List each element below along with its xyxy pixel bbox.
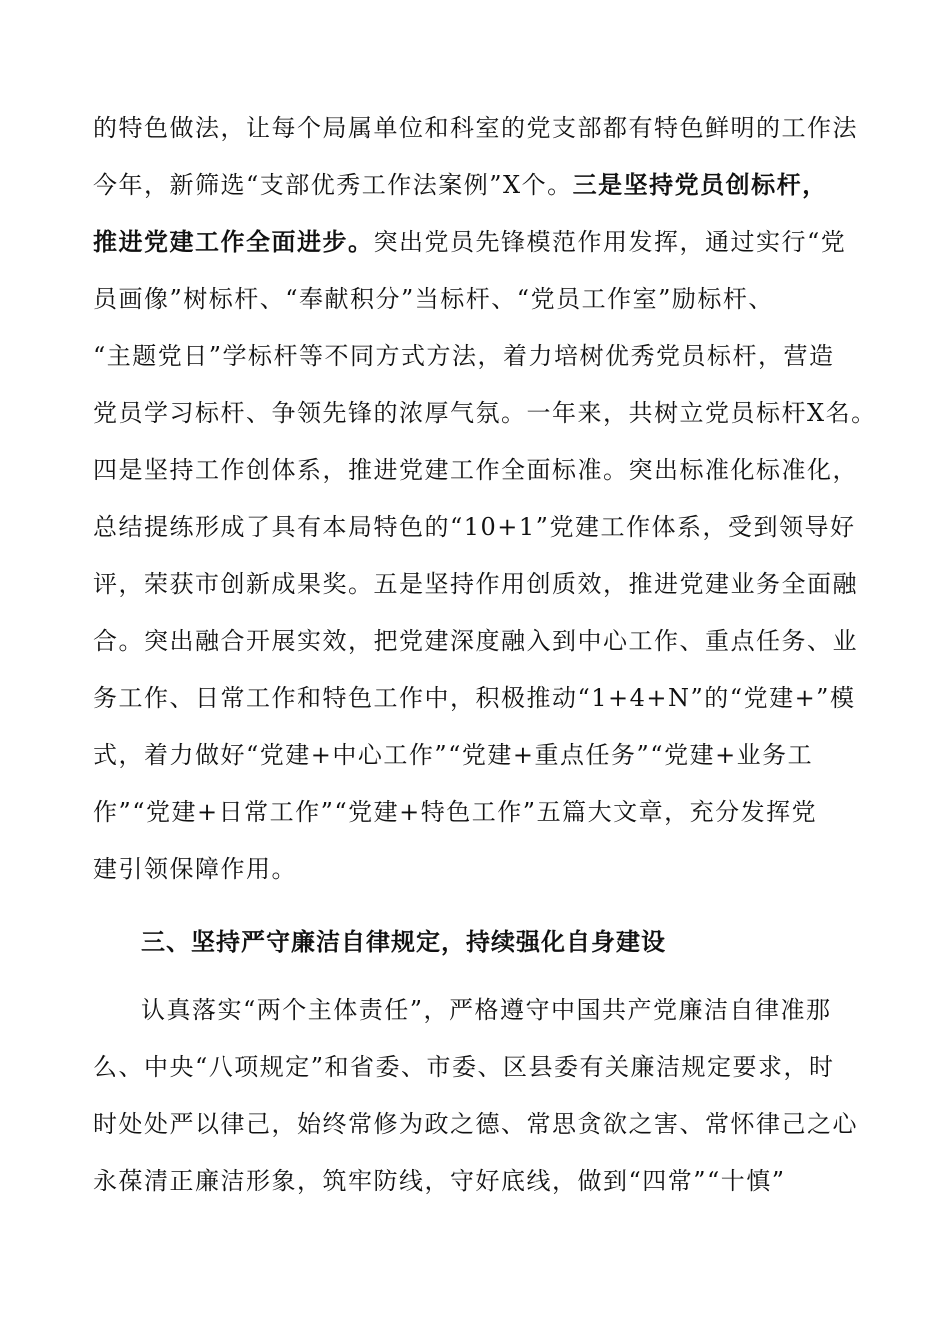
body-line: 党员学习标杆、争领先锋的浓厚气氛。一年来，共树立党员标杆X名。 xyxy=(93,399,877,427)
body-line: 总结提练形成了具有本局特色的“10+1”党建工作体系，受到领导好 xyxy=(93,513,856,541)
body-line: “主题党日”学标杆等不同方式方法，着力培树优秀党员标杆，营造 xyxy=(93,342,835,370)
bold-emphasis: 三是坚持党员创标杆， xyxy=(572,171,828,199)
section-heading: 三、坚持严守廉洁自律规定，持续强化自身建设 xyxy=(141,928,666,956)
body-line: 时处处严以律己，始终常修为政之德、常思贪欲之害、常怀律己之心 xyxy=(93,1110,858,1138)
body-line: 员画像”树标杆、“奉献积分”当标杆、“党员工作室”励标杆、 xyxy=(93,285,774,313)
body-line: 么、中央“八项规定”和省委、市委、区县委有关廉洁规定要求，时 xyxy=(93,1053,835,1081)
body-line: 的特色做法，让每个局属单位和科室的党支部都有特色鲜明的工作法 xyxy=(93,114,858,142)
body-line: 认真落实“两个主体责任”，严格遵守中国共产党廉洁自律准那 xyxy=(141,996,832,1024)
body-line xyxy=(93,222,893,262)
body-line: 作”“党建+日常工作”“党建+特色工作”五篇大文章，充分发挥党 xyxy=(93,798,818,826)
body-text: 今年，新筛选“支部优秀工作法案例”X个。 xyxy=(93,171,573,199)
body-line: 建引领保障作用。 xyxy=(93,855,297,883)
body-text: 突出党员先锋模范作用发挥，通过实行“党 xyxy=(373,228,847,256)
body-line: 四是坚持工作创体系，推进党建工作全面标准。突出标准化标准化， xyxy=(93,456,858,484)
body-line: 评，荣获市创新成果奖。五是坚持作用创质效，推进党建业务全面融 xyxy=(93,570,858,598)
body-line xyxy=(93,165,893,205)
body-line: 合。突出融合开展实效，把党建深度融入到中心工作、重点任务、业 xyxy=(93,627,858,655)
body-line: 务工作、日常工作和特色工作中，积极推动“1+4+N”的“党建+”模 xyxy=(93,684,856,712)
body-line: 永葆清正廉洁形象，筑牢防线，守好底线，做到“四常”“十慎” xyxy=(93,1167,786,1195)
body-line: 式，着力做好“党建+中心工作”“党建+重点任务”“党建+业务工 xyxy=(93,741,814,769)
bold-emphasis: 推进党建工作全面进步。 xyxy=(93,228,374,256)
